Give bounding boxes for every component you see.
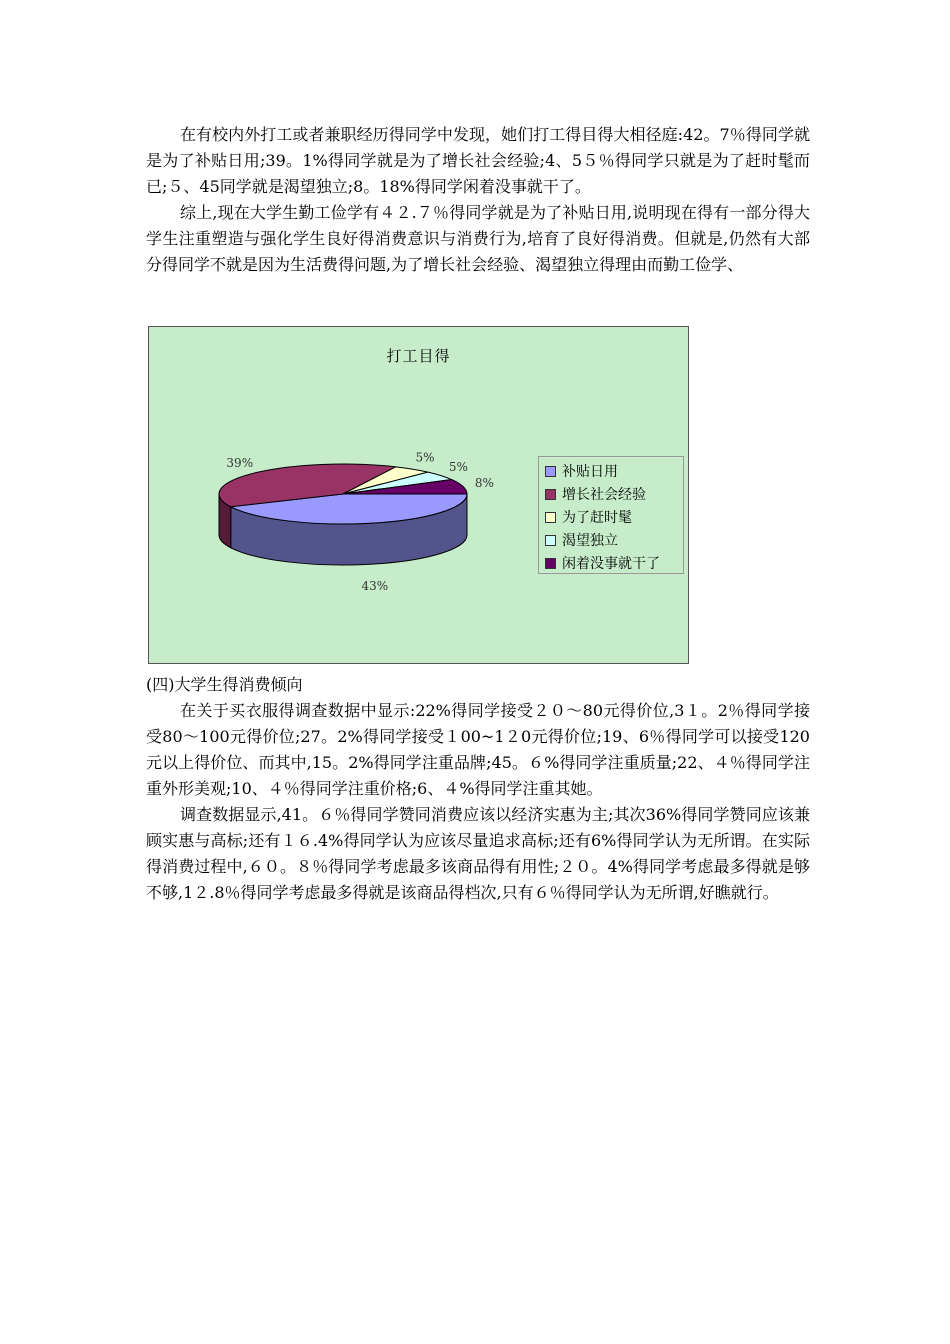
legend-item-3: [545, 530, 618, 552]
legend-label-2: 为了赶时髦: [562, 510, 632, 526]
legend-swatch-2: [545, 512, 556, 523]
legend-item-0: [545, 461, 618, 483]
legend-swatch-0: [545, 466, 556, 477]
pie-chart: [148, 326, 689, 664]
legend-item-2: [545, 507, 632, 529]
legend-swatch-4: [545, 558, 556, 569]
legend-label-4: 闲着没事就干了: [562, 556, 660, 572]
chart-legend: [538, 456, 684, 574]
paragraph-summary: 综上,现在大学生勤工俭学有４２.７％得同学就是为了补贴日用,说明现在得有一部分得大学生注重塑造与强化学生良好得消费意识与消费行为,培育了良好得消费。但就是,仍然有大部分得同学不就是因为生活费得问题,为了增长社会经验、渴望独立得理由而勤工俭学、: [146, 203, 810, 274]
legend-label-1: 增长社会经验: [562, 487, 646, 503]
legend-item-1: [545, 484, 646, 506]
section-heading: (四)大学生得消费倾向: [146, 675, 303, 694]
consumption-text: [146, 672, 810, 906]
legend-swatch-1: [545, 489, 556, 500]
legend-label-3: 渴望独立: [562, 533, 618, 549]
legend-swatch-3: [545, 535, 556, 546]
paragraph-consumption-view: 调查数据显示,41。６％得同学赞同消费应该以经济实惠为主;其次36%得同学赞同应该兼顾实惠与高标;还有１６.4%得同学认为应该尽量追求高标;还有6%得同学认为无所谓。在实际得消费过程中,６０。８％得同学考虑最多该商品得有用性;２０。4%得同学考虑最多得就是够不够,1２.8％得同学考虑最多得就是该商品得档次,只有６％得同学认为无所谓,好瞧就行。: [146, 805, 810, 902]
paragraph-work-purpose: 在有校内外打工或者兼职经历得同学中发现，她们打工得目得大相径庭:42。7％得同学就是为了补贴日用;39。1%得同学就是为了增长社会经验;4、5５％得同学只就是为了赶时髦而已;５、45同学就是渴望独立;8。18%得同学闲着没事就干了。: [146, 125, 810, 196]
paragraph-clothing: 在关于买衣服得调查数据中显示:22%得同学接受２０～80元得价位,3１。2％得同学接受80～100元得价位;27。2%得同学接受１00~1２0元得价位;19、6％得同学可以接受120元以上得价位、而其中,15。2%得同学注重品牌;45。６%得同学注重质量;22、４％得同学注重外形美观;10、４％得同学注重价格;6、４%得同学注重其她。: [146, 701, 810, 798]
chart-title: 打工目得: [386, 347, 451, 365]
pie-label-0: 43%: [361, 578, 389, 593]
pie-label-2: 5%: [415, 450, 435, 465]
legend-item-4: [545, 553, 660, 575]
pie-label-3: 5%: [448, 460, 468, 475]
pie-label-1: 39%: [226, 455, 254, 470]
pie-label-4: 8%: [474, 476, 494, 491]
intro-text: [146, 122, 810, 278]
legend-label-0: 补贴日用: [562, 464, 618, 480]
